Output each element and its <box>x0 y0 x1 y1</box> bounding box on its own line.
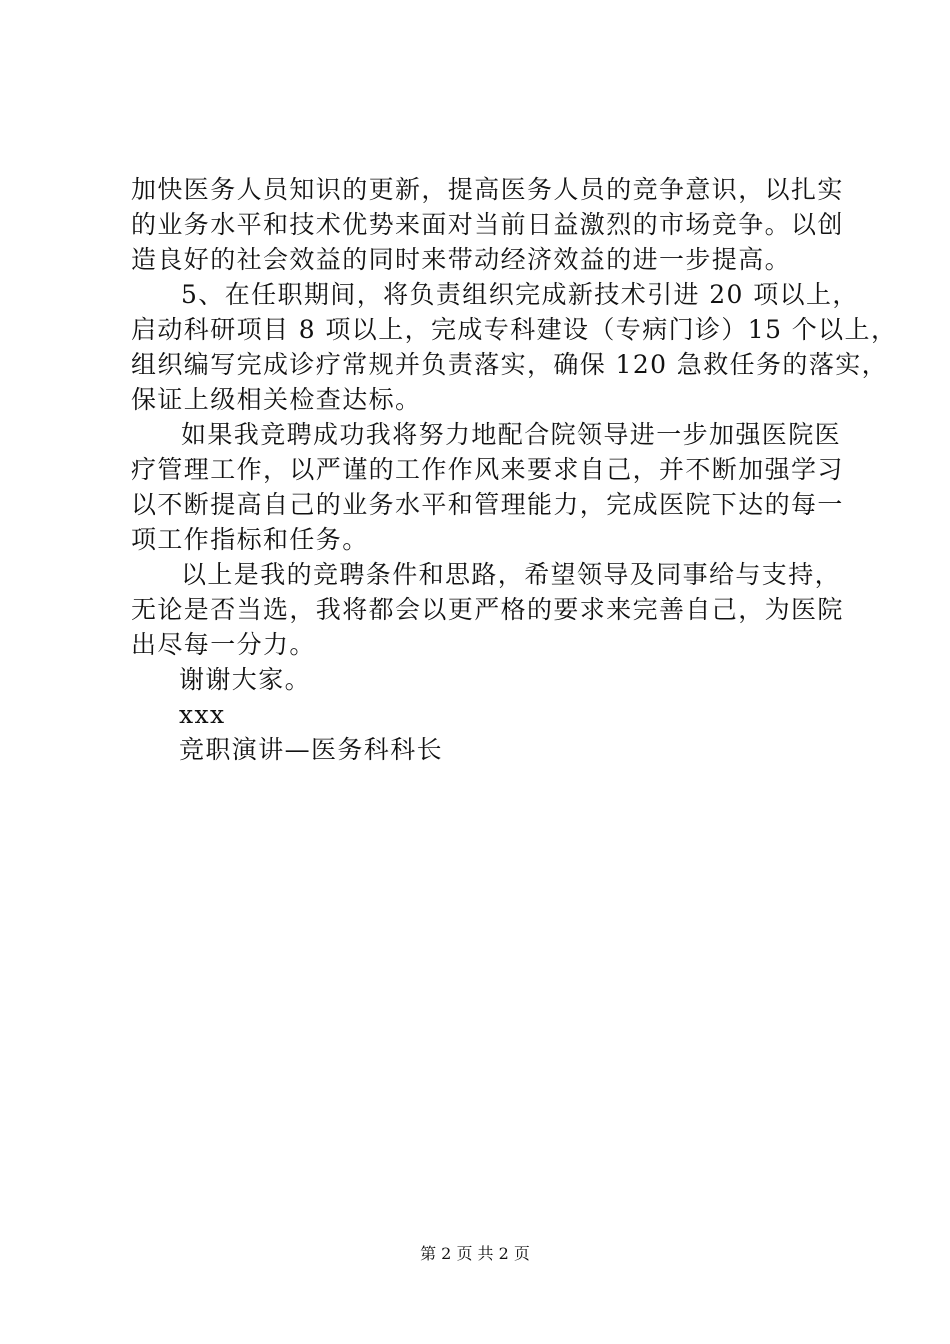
paragraph-1 <box>131 172 844 277</box>
text-line: 如果我竞聘成功我将努力地配合院领导进一步加强医院医 <box>181 420 842 449</box>
text-line: 无论是否当选，我将都会以更严格的要求来完善自己，为医院 <box>131 595 844 624</box>
document-body <box>131 172 898 767</box>
text-line: 疗管理工作，以严谨的工作作风来要求自己，并不断加强学习 <box>131 455 844 484</box>
document-title-line: 竞职演讲—医务科科长 <box>179 735 444 764</box>
text-line: 启动科研项目 8 项以上，完成专科建设（专病门诊）15 个以上， <box>131 315 898 344</box>
text-line: 以上是我的竞聘条件和思路，希望领导及同事给与支持， <box>181 560 842 589</box>
text-line: 加快医务人员知识的更新，提高医务人员的竞争意识，以扎实 <box>131 175 844 204</box>
text-line: 出尽每一分力。 <box>131 630 316 659</box>
page-footer <box>0 1244 950 1264</box>
text-line: 项工作指标和任务。 <box>131 525 369 554</box>
closing-thanks: 谢谢大家。 <box>179 665 312 694</box>
paragraph-4 <box>131 557 844 662</box>
signature-name: xxx <box>179 700 226 729</box>
paragraph-3 <box>131 417 844 557</box>
paragraph-2 <box>131 277 898 417</box>
text-line: 保证上级相关检查达标。 <box>131 385 422 414</box>
closing-block <box>131 662 836 767</box>
text-line: 造良好的社会效益的同时来带动经济效益的进一步提高。 <box>131 245 792 274</box>
page-number-indicator: 第 2 页 共 2 页 <box>420 1244 530 1263</box>
text-line: 的业务水平和技术优势来面对当前日益激烈的市场竞争。以创 <box>131 210 844 239</box>
text-line: 组织编写完成诊疗常规并负责落实，确保 120 急救任务的落实， <box>131 350 889 379</box>
text-line: 以不断提高自己的业务水平和管理能力，完成医院下达的每一 <box>131 490 844 519</box>
text-line: 5、在任职期间，将负责组织完成新技术引进 20 项以上， <box>181 280 859 309</box>
